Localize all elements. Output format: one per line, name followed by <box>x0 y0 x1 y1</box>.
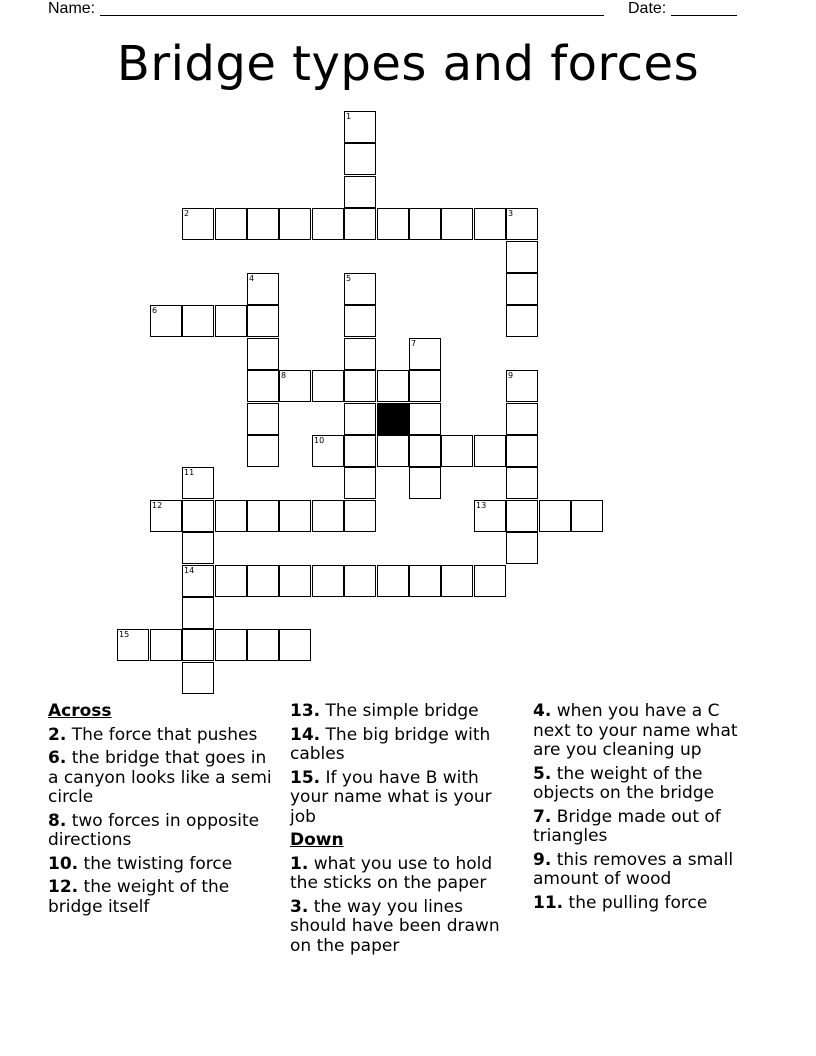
clue-down-11 <box>533 894 761 914</box>
cell-number: 15 <box>119 630 130 639</box>
crossword-cell[interactable] <box>215 208 247 240</box>
clue-text: the twisting force <box>83 853 233 874</box>
crossword-cell[interactable] <box>344 176 376 208</box>
clue-text: the pulling force <box>568 892 708 913</box>
clue-text: two forces in opposite directions <box>48 810 260 850</box>
crossword-cell[interactable] <box>247 435 279 467</box>
crossword-cell[interactable] <box>474 500 506 532</box>
cell-number: 5 <box>346 274 352 283</box>
crossword-cell[interactable] <box>247 305 279 337</box>
crossword-cell[interactable] <box>344 305 376 337</box>
crossword-cell[interactable] <box>182 629 214 661</box>
crossword-cell[interactable] <box>150 500 182 532</box>
crossword-cell[interactable] <box>409 565 441 597</box>
crossword-cell[interactable] <box>312 370 344 402</box>
crossword-cell[interactable] <box>247 273 279 305</box>
crossword-cell[interactable] <box>506 435 538 467</box>
cell-number: 11 <box>184 468 195 477</box>
clue-text: The big bridge with cables <box>290 724 491 764</box>
clue-number: 3. <box>290 896 309 917</box>
clue-number: 1. <box>290 853 309 874</box>
crossword-cell[interactable] <box>215 305 247 337</box>
crossword-cell[interactable] <box>247 338 279 370</box>
crossword-cell[interactable] <box>247 403 279 435</box>
crossword-cell[interactable] <box>474 435 506 467</box>
crossword-cell[interactable] <box>409 467 441 499</box>
crossword-cell[interactable] <box>312 208 344 240</box>
crossword-cell[interactable] <box>506 500 538 532</box>
clue-across-8 <box>48 812 276 851</box>
crossword-cell[interactable] <box>441 565 473 597</box>
crossword-cell[interactable] <box>377 370 409 402</box>
crossword-cell[interactable] <box>344 111 376 143</box>
crossword-cell[interactable] <box>215 500 247 532</box>
crossword-cell[interactable] <box>571 500 603 532</box>
crossword-cell[interactable] <box>344 143 376 175</box>
crossword-cell[interactable] <box>312 500 344 532</box>
cell-number: 2 <box>184 209 190 218</box>
crossword-cell[interactable] <box>441 435 473 467</box>
clue-down-1 <box>290 855 518 894</box>
clue-down-7 <box>533 808 761 847</box>
cell-number: 8 <box>281 371 287 380</box>
crossword-cell[interactable] <box>182 208 214 240</box>
crossword-cell[interactable] <box>182 597 214 629</box>
crossword-cell[interactable] <box>182 565 214 597</box>
down-heading: Down <box>290 830 344 850</box>
clue-text: the weight of the bridge itself <box>48 877 230 917</box>
cell-number: 14 <box>184 566 195 575</box>
crossword-cell[interactable] <box>506 532 538 564</box>
crossword-cell[interactable] <box>182 467 214 499</box>
across-heading: Across <box>48 701 112 721</box>
crossword-cell[interactable] <box>247 629 279 661</box>
clue-text: If you have B with your name what is your job <box>290 767 492 827</box>
clue-down-9 <box>533 851 761 890</box>
clue-number: 6. <box>48 748 67 768</box>
clue-number: 15. <box>290 767 321 788</box>
clue-text: the weight of the objects on the bridge <box>533 763 715 803</box>
crossword-cell[interactable] <box>409 435 441 467</box>
crossword-cell[interactable] <box>117 629 149 661</box>
cell-number: 9 <box>508 371 514 380</box>
clue-number: 9. <box>533 849 552 870</box>
crossword-cell[interactable] <box>409 370 441 402</box>
crossword-cell[interactable] <box>247 500 279 532</box>
cell-number: 10 <box>314 436 325 445</box>
crossword-cell[interactable] <box>182 305 214 337</box>
crossword-cell[interactable] <box>409 403 441 435</box>
crossword-cell[interactable] <box>312 435 344 467</box>
crossword-cell[interactable] <box>247 208 279 240</box>
black-cell <box>377 403 409 435</box>
clue-text: The force that pushes <box>71 724 258 745</box>
clue-number: 5. <box>533 763 552 784</box>
clue-text: The simple bridge <box>325 701 479 721</box>
clue-text: the way you lines should have been drawn on the paper <box>290 896 500 956</box>
crossword-cell[interactable] <box>279 208 311 240</box>
clue-number: 10. <box>48 853 79 874</box>
cell-number: 6 <box>152 306 158 315</box>
clue-column-1 <box>48 702 276 921</box>
crossword-cell[interactable] <box>279 629 311 661</box>
crossword-cell[interactable] <box>377 435 409 467</box>
crossword-cell[interactable] <box>182 500 214 532</box>
clue-number: 14. <box>290 724 321 745</box>
clue-across-14 <box>290 726 518 765</box>
crossword-cell[interactable] <box>150 629 182 661</box>
crossword-cell[interactable] <box>344 403 376 435</box>
page-title: Bridge types and forces <box>116 36 700 92</box>
crossword-cell[interactable] <box>506 305 538 337</box>
crossword-cell[interactable] <box>279 565 311 597</box>
crossword-cell[interactable] <box>506 370 538 402</box>
crossword-cell[interactable] <box>344 338 376 370</box>
crossword-cell[interactable] <box>279 500 311 532</box>
clue-number: 12. <box>48 877 79 897</box>
crossword-cell[interactable] <box>409 338 441 370</box>
crossword-cell[interactable] <box>215 629 247 661</box>
crossword-cell[interactable] <box>247 370 279 402</box>
crossword-cell[interactable] <box>344 565 376 597</box>
clue-text: this removes a small amount of wood <box>533 849 734 889</box>
crossword-cell[interactable] <box>506 273 538 305</box>
crossword-cell[interactable] <box>344 500 376 532</box>
clue-down-4 <box>533 702 761 761</box>
crossword-cell[interactable] <box>312 565 344 597</box>
crossword-cell[interactable] <box>182 662 214 694</box>
cell-number: 12 <box>152 501 163 510</box>
clue-number: 8. <box>48 810 67 831</box>
crossword-cell[interactable] <box>474 565 506 597</box>
crossword-cell[interactable] <box>377 565 409 597</box>
clue-across-15 <box>290 769 518 828</box>
cell-number: 7 <box>411 339 417 348</box>
cell-number: 1 <box>346 112 352 121</box>
crossword-cell[interactable] <box>344 370 376 402</box>
clue-down-5 <box>533 765 761 804</box>
clue-down-3 <box>290 898 518 957</box>
clue-column-3 <box>533 702 761 917</box>
crossword-cell[interactable] <box>247 565 279 597</box>
crossword-cell[interactable] <box>150 305 182 337</box>
date-label: Date: <box>628 0 667 17</box>
clue-number: 7. <box>533 806 552 827</box>
crossword-cell[interactable] <box>344 273 376 305</box>
clue-text: the bridge that goes in a canyon looks like a semi circle <box>48 748 272 807</box>
clue-text: when you have a C next to your name what are you cleaning up <box>533 701 738 760</box>
crossword-cell[interactable] <box>215 565 247 597</box>
clue-across-2 <box>48 726 276 746</box>
name-label: Name: <box>48 0 96 17</box>
clue-across-10 <box>48 855 276 875</box>
crossword-cell[interactable] <box>182 532 214 564</box>
crossword-cell[interactable] <box>344 467 376 499</box>
crossword-cell[interactable] <box>441 208 473 240</box>
crossword-cell[interactable] <box>474 208 506 240</box>
crossword-cell[interactable] <box>377 208 409 240</box>
cell-number: 13 <box>476 501 487 510</box>
crossword-cell[interactable] <box>279 370 311 402</box>
clue-number: 13. <box>290 701 321 721</box>
clue-across-6 <box>48 749 276 808</box>
clue-across-13 <box>290 702 518 722</box>
crossword-cell[interactable] <box>506 403 538 435</box>
crossword-cell[interactable] <box>539 500 571 532</box>
clue-text: Bridge made out of triangles <box>533 806 721 846</box>
clue-across-12 <box>48 878 276 917</box>
cell-number: 3 <box>508 209 514 218</box>
cell-number: 4 <box>249 274 255 283</box>
crossword-cell[interactable] <box>409 208 441 240</box>
clue-number: 2. <box>48 724 67 745</box>
clue-column-2 <box>290 702 518 960</box>
clue-number: 11. <box>533 892 564 913</box>
crossword-cell[interactable] <box>344 435 376 467</box>
crossword-cell[interactable] <box>506 467 538 499</box>
crossword-cell[interactable] <box>344 208 376 240</box>
clue-text: what you use to hold the sticks on the paper <box>290 853 493 893</box>
crossword-cell[interactable] <box>506 208 538 240</box>
clue-number: 4. <box>533 701 552 721</box>
crossword-cell[interactable] <box>506 241 538 273</box>
